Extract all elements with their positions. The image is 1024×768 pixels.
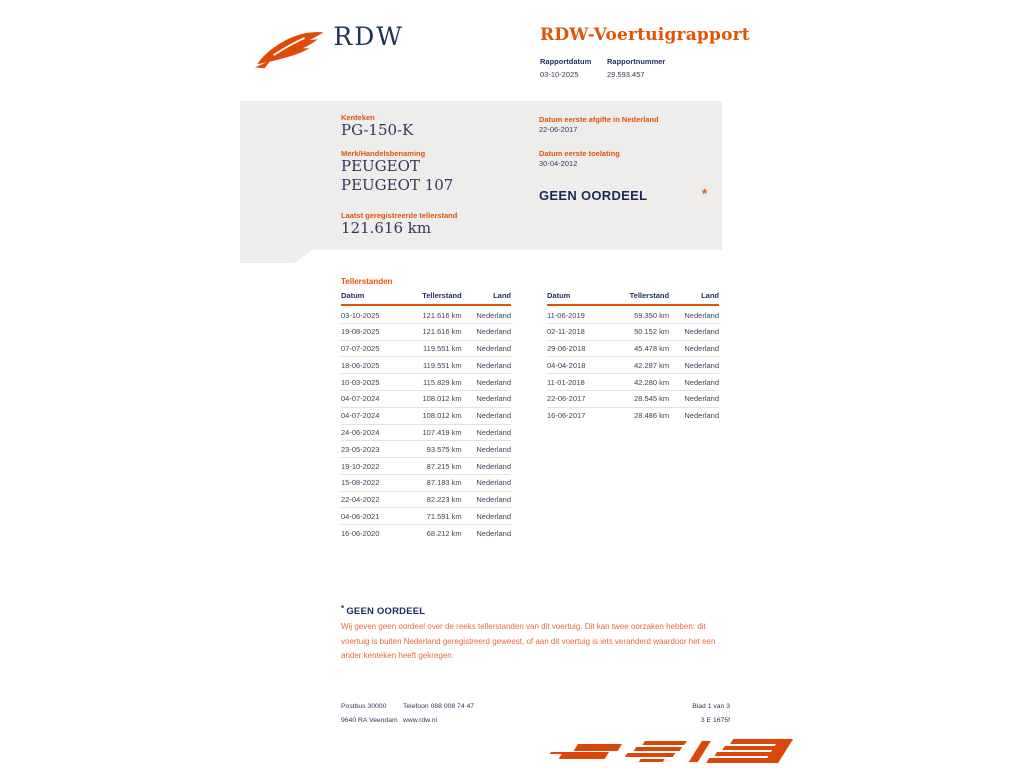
footer-phone: Telefoon 088 008 74 47: [403, 703, 475, 710]
country-cell: Nederland: [462, 407, 511, 424]
odometer-cell: 107.419 km: [406, 424, 462, 441]
panel-corner-tab: [240, 250, 312, 263]
vehicle-summary-panel: [240, 101, 722, 250]
country-cell: Nederland: [462, 340, 511, 357]
table-row: [341, 374, 511, 391]
odometer-cell: 42.287 km: [612, 357, 669, 374]
report-date-value: 03-10-2025: [540, 70, 579, 79]
tellerstand-value: 121.616 km: [341, 219, 432, 237]
country-cell: Nederland: [462, 424, 511, 441]
rdw-logo: [254, 24, 404, 74]
table-row: [341, 441, 511, 458]
odometer-table-left: [341, 289, 511, 541]
page-title: RDW-Voertuigrapport: [540, 25, 750, 45]
toelating-value: 30-04-2012: [539, 159, 578, 168]
table-row: [341, 458, 511, 475]
odometer-cell: 28.545 km: [612, 391, 669, 408]
country-cell: Nederland: [462, 441, 511, 458]
table-row: [341, 491, 511, 508]
report-date-label: Rapportdatum: [540, 57, 592, 66]
col-header-tellerstand: Tellerstand: [406, 289, 462, 305]
country-cell: Nederland: [462, 357, 511, 374]
date-cell: 18-06-2025: [341, 357, 406, 374]
table-header-row: [341, 289, 511, 305]
date-cell: 04-07-2024: [341, 391, 406, 408]
date-cell: 07-07-2025: [341, 340, 406, 357]
table-row: [547, 357, 719, 374]
table-row: [341, 525, 511, 541]
footer-contact: [403, 700, 474, 728]
tellerstand-label: Laatst geregistreerde tellerstand: [341, 211, 458, 220]
table-row: [547, 407, 719, 423]
toelating-label: Datum eerste toelating: [539, 149, 620, 158]
footer-page-number: Blad 1 van 3: [692, 703, 730, 710]
date-cell: 11-06-2019: [547, 310, 585, 320]
odometer-cell: 115.829 km: [406, 374, 462, 391]
report-number-block: [607, 57, 665, 79]
country-cell: Nederland: [462, 474, 511, 491]
report-meta: [540, 57, 665, 79]
odometer-cell: 108.012 km: [406, 407, 462, 424]
date-cell: 02-11-2018: [547, 323, 612, 340]
date-cell: 22-06-2017: [547, 391, 612, 408]
table-row: [341, 508, 511, 525]
date-cell: 29-06-2018: [547, 340, 612, 357]
col-header-datum: Datum: [341, 289, 406, 305]
date-cell: 19-08-2025: [341, 323, 406, 340]
kenteken-value: PG-150-K: [341, 121, 414, 139]
odometer-cell: 87.215 km: [406, 458, 462, 475]
col-header-datum: Datum: [547, 289, 612, 305]
odometer-cell: 87.183 km: [406, 474, 462, 491]
table-header-row: [547, 289, 719, 305]
table-row: [341, 391, 511, 408]
report-number-label: Rapportnummer: [607, 57, 666, 66]
date-cell: 03-10-2025: [341, 310, 380, 320]
odometer-cell: 59.350 km: [634, 310, 670, 320]
merk-label: Merk/Handelsbenaming: [341, 149, 426, 158]
odometer-table-right: [547, 289, 719, 424]
col-header-tellerstand: Tellerstand: [612, 289, 669, 305]
table-row: [341, 424, 511, 441]
country-cell: Nederland: [669, 340, 719, 357]
odometer-cell: 121.616 km: [422, 310, 462, 320]
country-cell: Nederland: [462, 391, 511, 408]
footnote-heading: [341, 604, 425, 617]
merk-value: PEUGEOT PEUGEOT 107: [341, 157, 454, 194]
date-cell: 10-03-2025: [341, 374, 406, 391]
footer-form-code: 3 E 1675f: [700, 717, 730, 724]
table-row: [547, 374, 719, 391]
col-header-land: Land: [462, 289, 511, 305]
date-cell: 15-08-2022: [341, 474, 406, 491]
table-row: [341, 407, 511, 424]
col-header-land: Land: [669, 289, 719, 305]
oordeel-asterisk: *: [702, 186, 708, 201]
oordeel-status: GEEN OORDEEL: [539, 188, 648, 203]
date-cell: 11-01-2018: [547, 374, 612, 391]
table-row: [547, 340, 719, 357]
odometer-cell: 121.616 km: [406, 323, 462, 340]
country-cell: Nederland: [669, 323, 719, 340]
footer-address: [341, 700, 398, 728]
country-cell: Nederland: [684, 310, 719, 320]
footer-address-line1: Postbus 30000: [341, 703, 387, 710]
date-cell: 04-04-2018: [547, 357, 612, 374]
country-cell: Nederland: [669, 374, 719, 391]
kenteken-label: Kenteken: [341, 113, 375, 122]
odometer-cell: 82.223 km: [406, 491, 462, 508]
logo-wordmark: RDW: [333, 22, 404, 51]
footer-website: www.rdw.nl: [403, 717, 437, 724]
country-cell: Nederland: [462, 525, 511, 541]
footer-pagination: [620, 700, 730, 728]
report-number-value: 29.593.457: [607, 70, 645, 79]
country-cell: Nederland: [462, 491, 511, 508]
table-row: [341, 474, 511, 491]
country-cell: Nederland: [462, 508, 511, 525]
date-cell: 04-06-2021: [341, 508, 406, 525]
odometer-cell: 119.551 km: [406, 357, 462, 374]
footnote-asterisk: *: [341, 604, 345, 613]
table-row: [341, 323, 511, 340]
table-row: [341, 357, 511, 374]
odometer-cell: 28.486 km: [612, 407, 669, 423]
footnote-title-text: GEEN OORDEEL: [346, 606, 426, 617]
tellerstanden-title: Tellerstanden: [341, 277, 393, 286]
country-cell: Nederland: [476, 310, 511, 320]
table-row: [341, 305, 511, 323]
date-cell: 04-07-2024: [341, 407, 406, 424]
report-date-block: [540, 57, 607, 79]
footer-address-line2: 9640 RA Veendam: [341, 717, 398, 724]
odometer-cell: 71.591 km: [406, 508, 462, 525]
country-cell: Nederland: [462, 458, 511, 475]
date-cell: 19-10-2022: [341, 458, 406, 475]
odometer-cell: 50.152 km: [612, 323, 669, 340]
date-cell: 24-06-2024: [341, 424, 406, 441]
table-row: [341, 340, 511, 357]
country-cell: Nederland: [669, 407, 719, 423]
afgifte-value: 22-06-2017: [539, 125, 578, 134]
country-cell: Nederland: [669, 357, 719, 374]
afgifte-label: Datum eerste afgifte in Nederland: [539, 115, 659, 124]
country-cell: Nederland: [462, 374, 511, 391]
table-row: [547, 391, 719, 408]
odometer-cell: 45.478 km: [612, 340, 669, 357]
odometer-cell: 108.012 km: [406, 391, 462, 408]
rdw-wing-icon: [254, 24, 327, 70]
table-row: [547, 305, 719, 323]
country-cell: Nederland: [462, 323, 511, 340]
odometer-cell: 68.212 km: [406, 525, 462, 541]
odometer-cell: 42.280 km: [612, 374, 669, 391]
date-cell: 22-04-2022: [341, 491, 406, 508]
odometer-cell: 93.575 km: [406, 441, 462, 458]
date-cell: 16-06-2020: [341, 525, 406, 541]
date-cell: 16-06-2017: [547, 407, 612, 423]
rdw-stripes-graphic: [543, 736, 799, 768]
footnote-body: Wij geven geen oordeel over de reeks tellerstanden van dit voertuig. Dit kan twee oorzaken hebben: dit voertuig is buiten Nederland geregistreerd geweest, of aan dit voertuig is iets veranderd waardoor het een ander kenteken heeft gekregen.: [341, 622, 716, 660]
country-cell: Nederland: [669, 391, 719, 408]
table-row: [547, 323, 719, 340]
odometer-cell: 119.551 km: [406, 340, 462, 357]
date-cell: 23-05-2023: [341, 441, 406, 458]
